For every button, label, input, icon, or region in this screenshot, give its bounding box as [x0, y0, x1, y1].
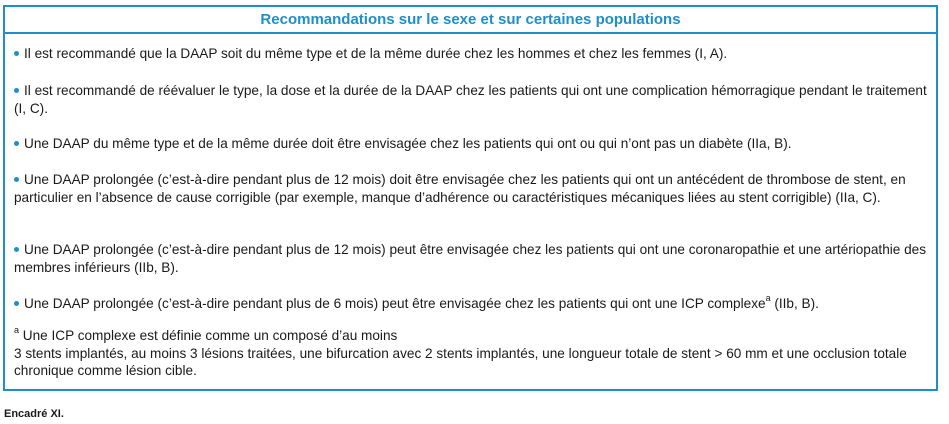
footnote-line-2: 3 stents implantés, au moins 3 lésions traitées, une bifurcation avec 2 stents implantés, une longueur totale de stent > 60 mm et une occlusion totale chronique comme lésion cible. [14, 345, 907, 378]
recommendation-item [14, 135, 929, 153]
footnote [14, 327, 929, 380]
item-text-after: (IIb, B). [770, 296, 819, 311]
item-text-before: Une DAAP prolongée (c’est-à-dire pendant plus de 6 mois) peut être envisagée chez les patients qui ont une ICP complexe [24, 296, 766, 311]
recommendation-item [14, 241, 929, 276]
footnote-marker: a [765, 293, 771, 304]
bullet-icon [14, 177, 19, 182]
footnote-line-1: Une ICP complexe est définie comme un composé d’au moins [19, 328, 398, 343]
recommendations-box [3, 5, 938, 391]
bullet-icon [14, 141, 19, 146]
item-text: Une DAAP du même type et de la même durée doit être envisagée chez les patients qui ont ou qui n’ont pas un diabète (IIa, B). [24, 136, 792, 151]
caption: Encadré XI. [4, 408, 64, 420]
recommendation-item [14, 82, 929, 117]
item-text: Une DAAP prolongée (c’est-à-dire pendant plus de 12 mois) doit être envisagée chez les patients qui ont un antécédent de thrombose de stent, en particulier en l’absence de cause corrigible (par exemple, manque d’adhérence ou caractéristiques mécaniques liées au stent corrigible) (IIa, C). [14, 172, 906, 205]
bullet-icon [14, 301, 19, 306]
recommendation-item [14, 171, 929, 206]
bullet-icon [14, 51, 19, 56]
item-text: Une DAAP prolongée (c’est-à-dire pendant plus de 12 mois) peut être envisagée chez les patients qui ont une coronaropathie et une artériopathie des membres inférieurs (IIb, B). [14, 242, 927, 275]
item-text: Il est recommandé de réévaluer le type, la dose et la durée de la DAAP chez les patients qui ont une complication hémorragique pendant le traitement (I, C). [14, 83, 927, 116]
recommendation-item [14, 295, 929, 313]
recommendation-item [14, 45, 929, 63]
bullet-icon [14, 247, 19, 252]
box-title: Recommandations sur le sexe et sur certaines populations [5, 7, 936, 34]
bullet-icon [14, 88, 19, 93]
footnote-marker: a [14, 325, 20, 336]
item-text: Il est recommandé que la DAAP soit du même type et de la même durée chez les hommes et chez les femmes (I, A). [24, 46, 728, 61]
